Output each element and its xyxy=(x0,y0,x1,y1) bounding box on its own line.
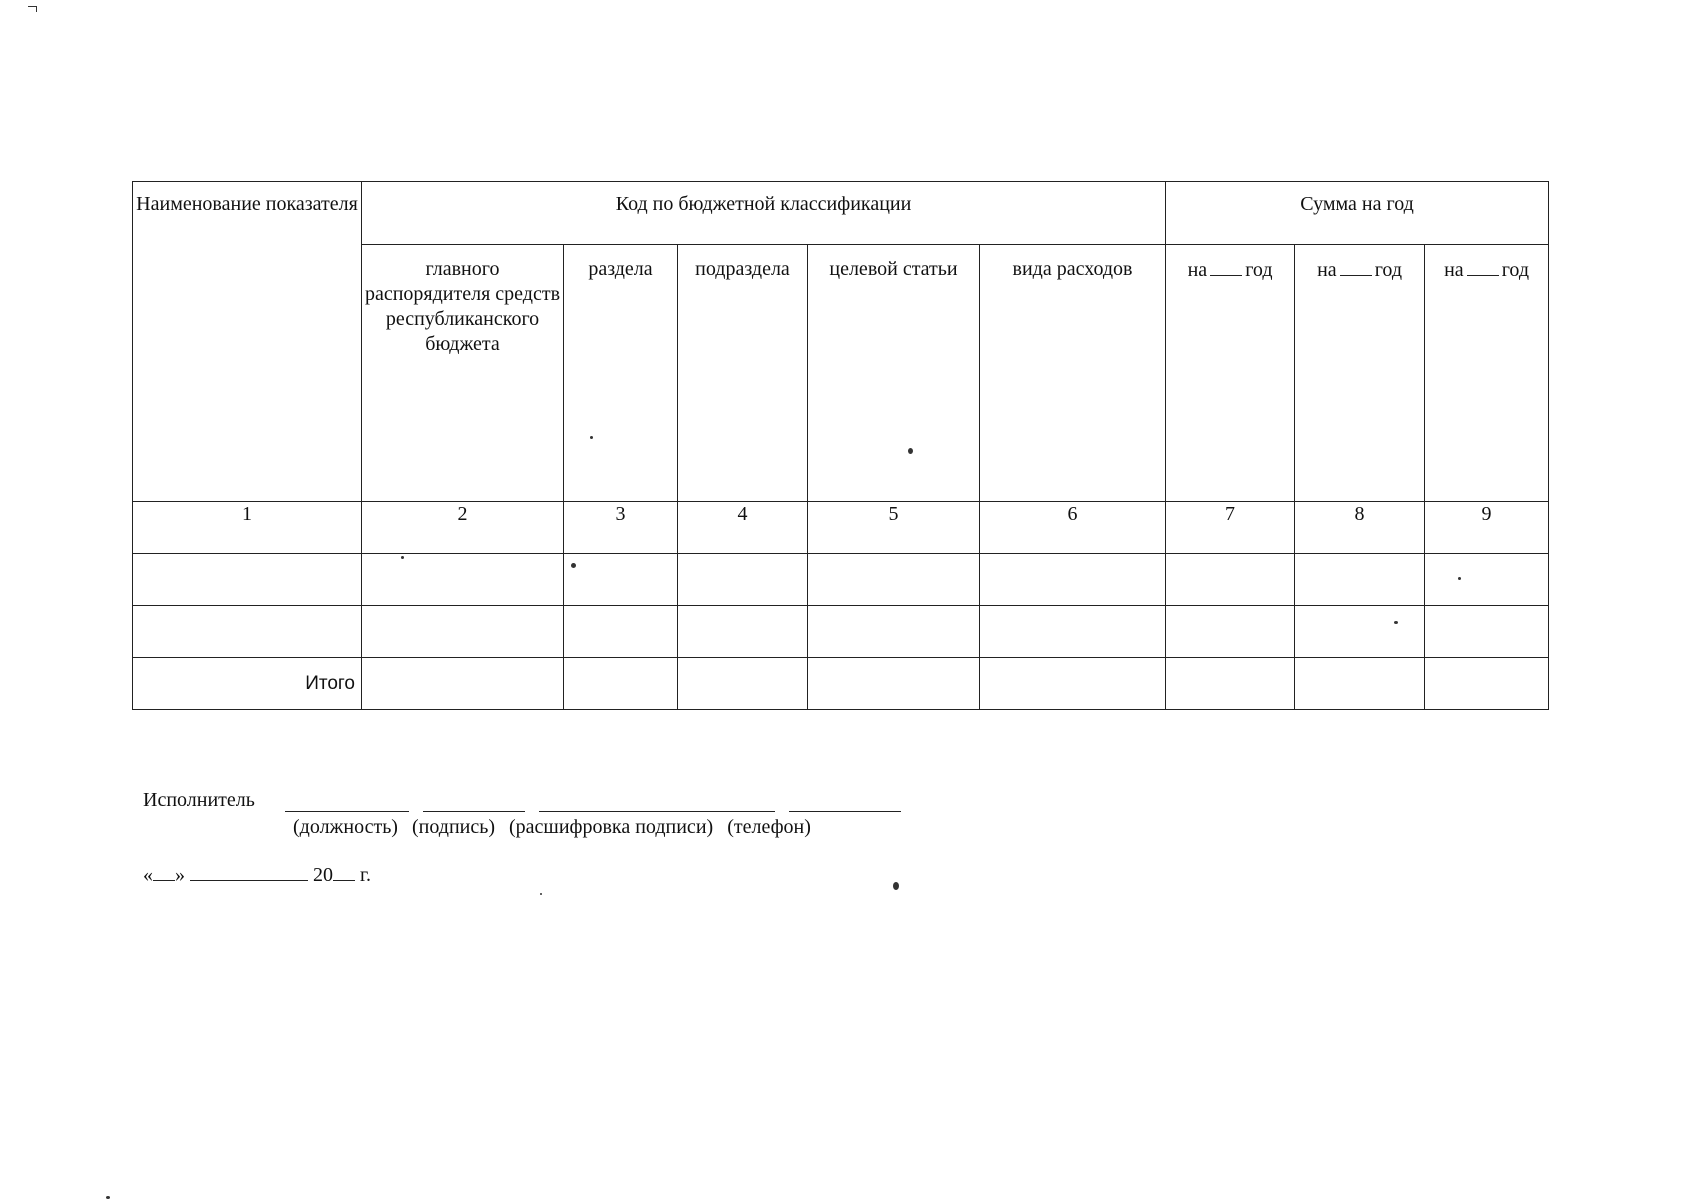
header-subsection: подраздела xyxy=(678,245,808,502)
month-blank xyxy=(190,862,308,881)
table-cell xyxy=(1425,554,1549,606)
table-cell xyxy=(1166,606,1295,658)
scan-speck xyxy=(401,556,404,559)
year-blank xyxy=(1210,257,1242,276)
day-blank xyxy=(153,862,175,881)
year-blank xyxy=(1340,257,1372,276)
position-line xyxy=(285,785,409,812)
table-cell xyxy=(678,606,808,658)
table-cell xyxy=(564,606,678,658)
table-cell xyxy=(1295,658,1425,710)
header-sum-group: Сумма на год xyxy=(1166,182,1549,245)
header-section: раздела xyxy=(564,245,678,502)
scan-speck xyxy=(1458,577,1461,580)
year-blank xyxy=(333,862,355,881)
column-number: 1 xyxy=(133,502,362,554)
table-cell xyxy=(980,658,1166,710)
header-expense-type: вида расходов xyxy=(980,245,1166,502)
signature-block xyxy=(143,782,915,839)
table-cell xyxy=(1166,554,1295,606)
table-cell xyxy=(980,606,1166,658)
header-indicator-name: Наименование показателя xyxy=(133,182,362,502)
total-row xyxy=(133,658,1549,710)
column-number: 9 xyxy=(1425,502,1549,554)
table-row xyxy=(133,606,1549,658)
executor-label: Исполнитель xyxy=(143,789,255,811)
header-target-item: целевой статьи xyxy=(808,245,980,502)
header-chief-manager: главного распорядителя средств республиканского бюджета xyxy=(362,245,564,502)
header-budget-code-group: Код по бюджетной классификации xyxy=(362,182,1166,245)
date-line: « » 20 г. xyxy=(143,864,371,886)
table-cell xyxy=(564,554,678,606)
column-number: 7 xyxy=(1166,502,1295,554)
table-cell xyxy=(362,554,564,606)
table-cell xyxy=(1425,606,1549,658)
header-row-1 xyxy=(133,182,1549,245)
header-year-2: на год xyxy=(1295,245,1425,502)
budget-table xyxy=(132,181,1549,710)
table-cell xyxy=(133,606,362,658)
caption-position: (должность) xyxy=(293,816,398,838)
column-number: 5 xyxy=(808,502,980,554)
table-cell xyxy=(808,554,980,606)
scan-speck xyxy=(893,882,899,890)
column-number: 4 xyxy=(678,502,808,554)
table-cell xyxy=(678,658,808,710)
caption-signature: (подпись) xyxy=(411,816,496,838)
caption-signature-decoding: (расшифровка подписи) xyxy=(509,816,714,838)
table-cell xyxy=(564,658,678,710)
table-cell xyxy=(808,606,980,658)
scan-speck xyxy=(571,563,576,568)
table-cell xyxy=(133,554,362,606)
column-number: 2 xyxy=(362,502,564,554)
scan-speck xyxy=(908,448,913,454)
table-cell xyxy=(808,658,980,710)
table-cell xyxy=(1295,554,1425,606)
table-row xyxy=(133,554,1549,606)
caption-phone: (телефон) xyxy=(727,816,811,838)
phone-line xyxy=(789,785,901,812)
scan-corner-mark xyxy=(28,6,37,12)
table-cell xyxy=(1425,658,1549,710)
header-year-1: на год xyxy=(1166,245,1295,502)
column-number: 3 xyxy=(564,502,678,554)
signature-decoding-line xyxy=(539,785,775,812)
column-number-row xyxy=(133,502,1549,554)
table-cell xyxy=(1295,606,1425,658)
table-cell xyxy=(1166,658,1295,710)
year-blank xyxy=(1467,257,1499,276)
signature-line xyxy=(423,785,525,812)
header-year-3: на год xyxy=(1425,245,1549,502)
column-number: 8 xyxy=(1295,502,1425,554)
scan-speck xyxy=(540,893,542,895)
scan-speck xyxy=(1394,621,1398,624)
total-label: Итого xyxy=(133,658,362,710)
column-number: 6 xyxy=(980,502,1166,554)
table-cell xyxy=(980,554,1166,606)
table-cell xyxy=(362,606,564,658)
scan-speck xyxy=(590,436,593,439)
table-cell xyxy=(362,658,564,710)
scan-speck xyxy=(106,1196,110,1199)
table-cell xyxy=(678,554,808,606)
